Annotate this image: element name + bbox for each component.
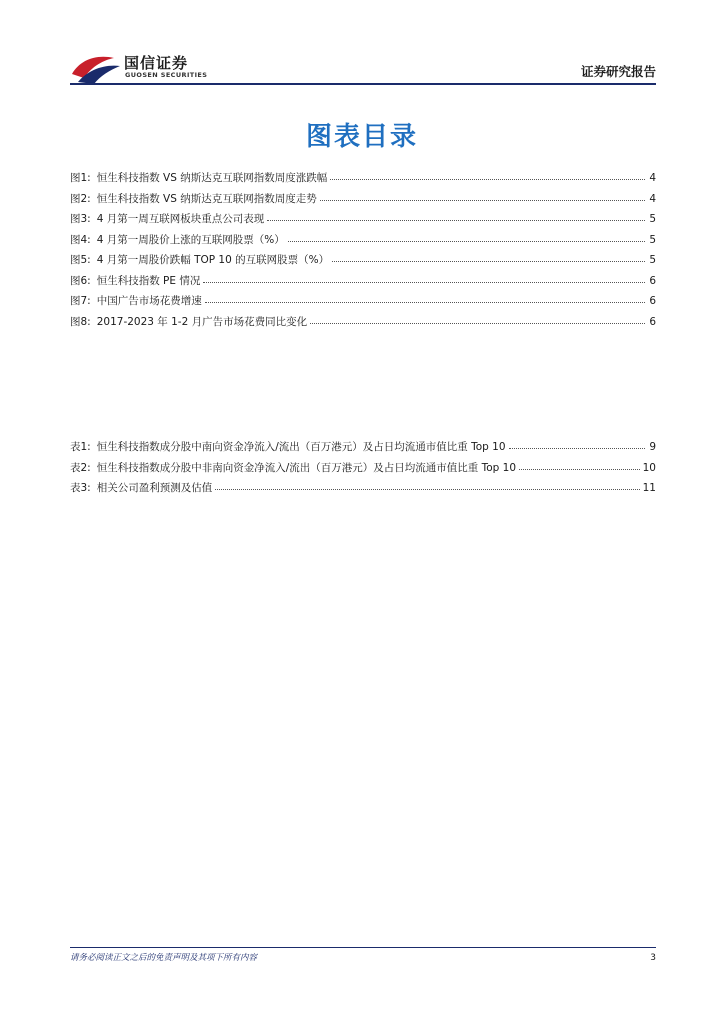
brand-name: 国信证券: [124, 54, 189, 72]
figure-entry[interactable]: [70, 209, 656, 230]
figure-entry-label: 图1:: [70, 172, 91, 184]
figure-list: [70, 168, 656, 332]
table-entry-label: 表2:: [70, 461, 91, 474]
figure-entry-page: 6: [649, 315, 656, 328]
table-entry-label: 表1:: [70, 441, 91, 453]
table-entry-title: 恒生科技指数成分股中非南向资金净流入/流出（百万港元）及占日均流通市值比重 Top 10: [96, 461, 517, 474]
page-title: 图表目录: [305, 122, 418, 152]
figure-entry-title: 4 月第一周互联网板块重点公司表现: [96, 213, 265, 225]
brand-name-en: GUOSEN SECURITIES: [125, 71, 208, 79]
figure-entry-page: 5: [649, 254, 656, 266]
figure-entry[interactable]: [70, 271, 656, 292]
figure-entry-label: 图7:: [70, 295, 91, 307]
figure-entry-title: 恒生科技指数 VS 纳斯达克互联网指数周度走势: [96, 192, 317, 205]
figure-entry-page: 6: [649, 295, 656, 307]
leader-dots: [288, 233, 645, 242]
leader-dots: [310, 315, 645, 324]
figure-entry-page: 5: [649, 233, 656, 246]
figure-entry-title: 中国广告市场花费增速: [96, 295, 202, 307]
table-entry-title: 恒生科技指数成分股中南向资金净流入/流出（百万港元）及占日均流通市值比重 Top 10: [96, 441, 506, 453]
table-entry-page: 9: [649, 441, 656, 453]
figure-entry[interactable]: [70, 250, 656, 271]
page-number: 3: [650, 953, 656, 963]
figure-entry[interactable]: [70, 312, 656, 333]
table-list: [70, 437, 656, 499]
table-entry[interactable]: [70, 437, 656, 458]
leader-dots: [509, 440, 645, 449]
figure-entry-title: 恒生科技指数 PE 情况: [96, 274, 201, 287]
footer-divider: [70, 947, 656, 948]
figure-entry-label: 图2:: [70, 192, 91, 205]
leader-dots: [330, 171, 645, 180]
figure-entry-label: 图4:: [70, 233, 91, 246]
leader-dots: [320, 192, 645, 201]
figure-entry[interactable]: [70, 230, 656, 251]
figure-entry-page: 5: [649, 213, 656, 225]
figure-entry-page: 6: [649, 274, 656, 287]
figure-entry-label: 图5:: [70, 254, 91, 266]
figure-entry-title: 4 月第一周股价上涨的互联网股票（%）: [96, 233, 285, 246]
figure-entry-label: 图6:: [70, 274, 91, 287]
figure-entry-label: 图3:: [70, 213, 91, 225]
figure-entry-page: 4: [649, 192, 656, 205]
page-header: [0, 0, 724, 90]
figure-entry-title: 2017-2023 年 1-2 月广告市场花费同比变化: [96, 315, 308, 328]
table-entry-page: 11: [642, 482, 656, 494]
table-entry[interactable]: [70, 458, 656, 479]
table-entry-page: 10: [642, 461, 656, 474]
leader-dots: [215, 481, 639, 490]
figure-entry-label: 图8:: [70, 315, 91, 328]
report-type-label: 证券研究报告: [580, 64, 656, 79]
figure-entry-title: 恒生科技指数 VS 纳斯达克互联网指数周度涨跌幅: [96, 172, 328, 184]
leader-dots: [519, 461, 640, 470]
table-entry-label: 表3:: [70, 482, 91, 494]
figure-entry-page: 4: [649, 172, 656, 184]
leader-dots: [205, 294, 645, 303]
figure-entry[interactable]: [70, 291, 656, 312]
header-divider: [70, 83, 656, 85]
figure-entry-title: 4 月第一周股价跌幅 TOP 10 的互联网股票（%）: [96, 254, 330, 266]
table-entry-title: 相关公司盈利预测及估值: [96, 482, 213, 494]
footer-disclaimer: 请务必阅读正文之后的免责声明及其项下所有内容: [70, 953, 258, 963]
leader-dots: [332, 253, 645, 262]
leader-dots: [267, 212, 645, 221]
leader-dots: [203, 274, 645, 283]
figure-entry[interactable]: [70, 168, 656, 189]
figure-entry[interactable]: [70, 189, 656, 210]
table-entry[interactable]: [70, 478, 656, 499]
